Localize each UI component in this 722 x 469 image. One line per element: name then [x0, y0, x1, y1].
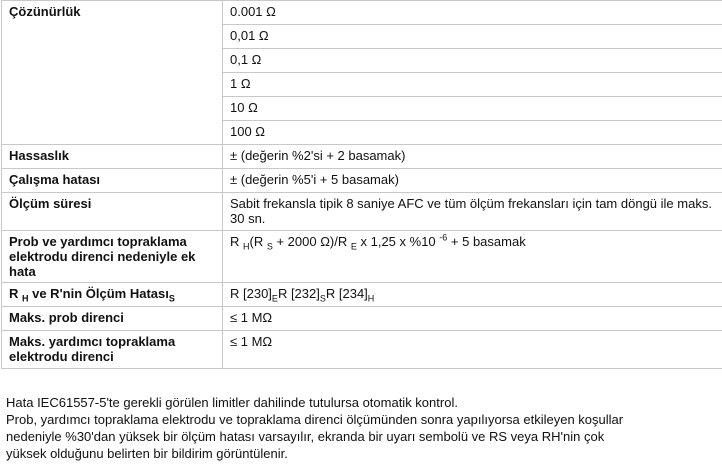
footnote: [6, 394, 718, 462]
max-aux-label: Maks. yardımcı topraklama elektrodu direnci: [2, 331, 223, 369]
formula-superscript: -6: [439, 232, 448, 243]
resolution-row: [2, 1, 722, 25]
footnote-line: Hata IEC61557-5'te gerekli görülen limitler dahilinde tutulursa otomatik kontrol.: [6, 395, 458, 410]
footnote-line: nedeniyle %30'dan yüksek bir ölçüm hatası varsayılır, ekranda bir uyarı sembolü ve RS veya RH'nin çok: [6, 429, 605, 444]
probe-error-row: [2, 231, 722, 283]
measurement-time-label: Ölçüm süresi: [2, 193, 223, 231]
footnote-line: Prob, yardımcı topraklama elektrodu ve topraklama direnci ölçümünden sonra yapılıyorsa etkileyen koşullar: [6, 412, 624, 427]
probe-error-formula: [223, 231, 722, 283]
formula-subscript: H: [243, 241, 250, 252]
value-subscript: S: [319, 293, 326, 304]
operating-error-row: [2, 169, 722, 193]
resolution-value: 10 Ω: [223, 97, 722, 121]
rh-error-value: [223, 283, 722, 307]
resolution-value: 100 Ω: [223, 121, 722, 145]
max-probe-label: Maks. prob direnci: [2, 307, 223, 331]
measurement-time-row: [2, 193, 722, 231]
rh-error-row: [2, 283, 722, 307]
max-aux-value: ≤ 1 MΩ: [223, 331, 722, 369]
max-probe-row: [2, 307, 722, 331]
resolution-value: 0,1 Ω: [223, 49, 722, 73]
max-probe-value: ≤ 1 MΩ: [223, 307, 722, 331]
formula-text: x 1,25 x %10: [356, 234, 440, 249]
resolution-value: 1 Ω: [223, 73, 722, 97]
formula-text: R: [230, 234, 243, 249]
footnote-line: yüksek olduğunu belirten bir bildirim görüntülenir.: [6, 446, 288, 461]
formula-subscript: E: [350, 241, 357, 252]
formula-text: (R: [249, 234, 267, 249]
value-subscript: H: [367, 293, 375, 304]
accuracy-label: Hassaslık: [2, 145, 223, 169]
measurement-time-value: Sabit frekansla tipik 8 saniye AFC ve tüm ölçüm frekansları için tam döngü ile maks. 30 sn.: [223, 193, 722, 231]
formula-subscript: S: [266, 241, 273, 252]
resolution-value: 0.001 Ω: [223, 1, 722, 25]
resolution-label: Çözünürlük: [2, 1, 223, 145]
label-text: R: [9, 286, 22, 301]
value-text: R [230]: [230, 286, 272, 301]
formula-text: + 2000 Ω)/R: [272, 234, 351, 249]
value-text: R [232]: [277, 286, 320, 301]
label-text: ve R'nin Ölçüm Hatası: [28, 286, 169, 301]
formula-text: + 5 basamak: [447, 234, 526, 249]
label-subscript: H: [22, 293, 29, 304]
specification-table: [1, 0, 722, 369]
resolution-value: 0,01 Ω: [223, 25, 722, 49]
accuracy-row: [2, 145, 722, 169]
max-aux-row: [2, 331, 722, 369]
operating-error-value: ± (değerin %5'i + 5 basamak): [223, 169, 722, 193]
value-subscript: E: [271, 293, 278, 304]
rh-error-label: [2, 283, 223, 307]
label-subscript: S: [168, 293, 175, 304]
probe-error-label: Prob ve yardımcı topraklama elektrodu direnci nedeniyle ek hata: [2, 231, 223, 283]
accuracy-value: ± (değerin %2'si + 2 basamak): [223, 145, 722, 169]
operating-error-label: Çalışma hatası: [2, 169, 223, 193]
value-text: R [234]: [325, 286, 368, 301]
